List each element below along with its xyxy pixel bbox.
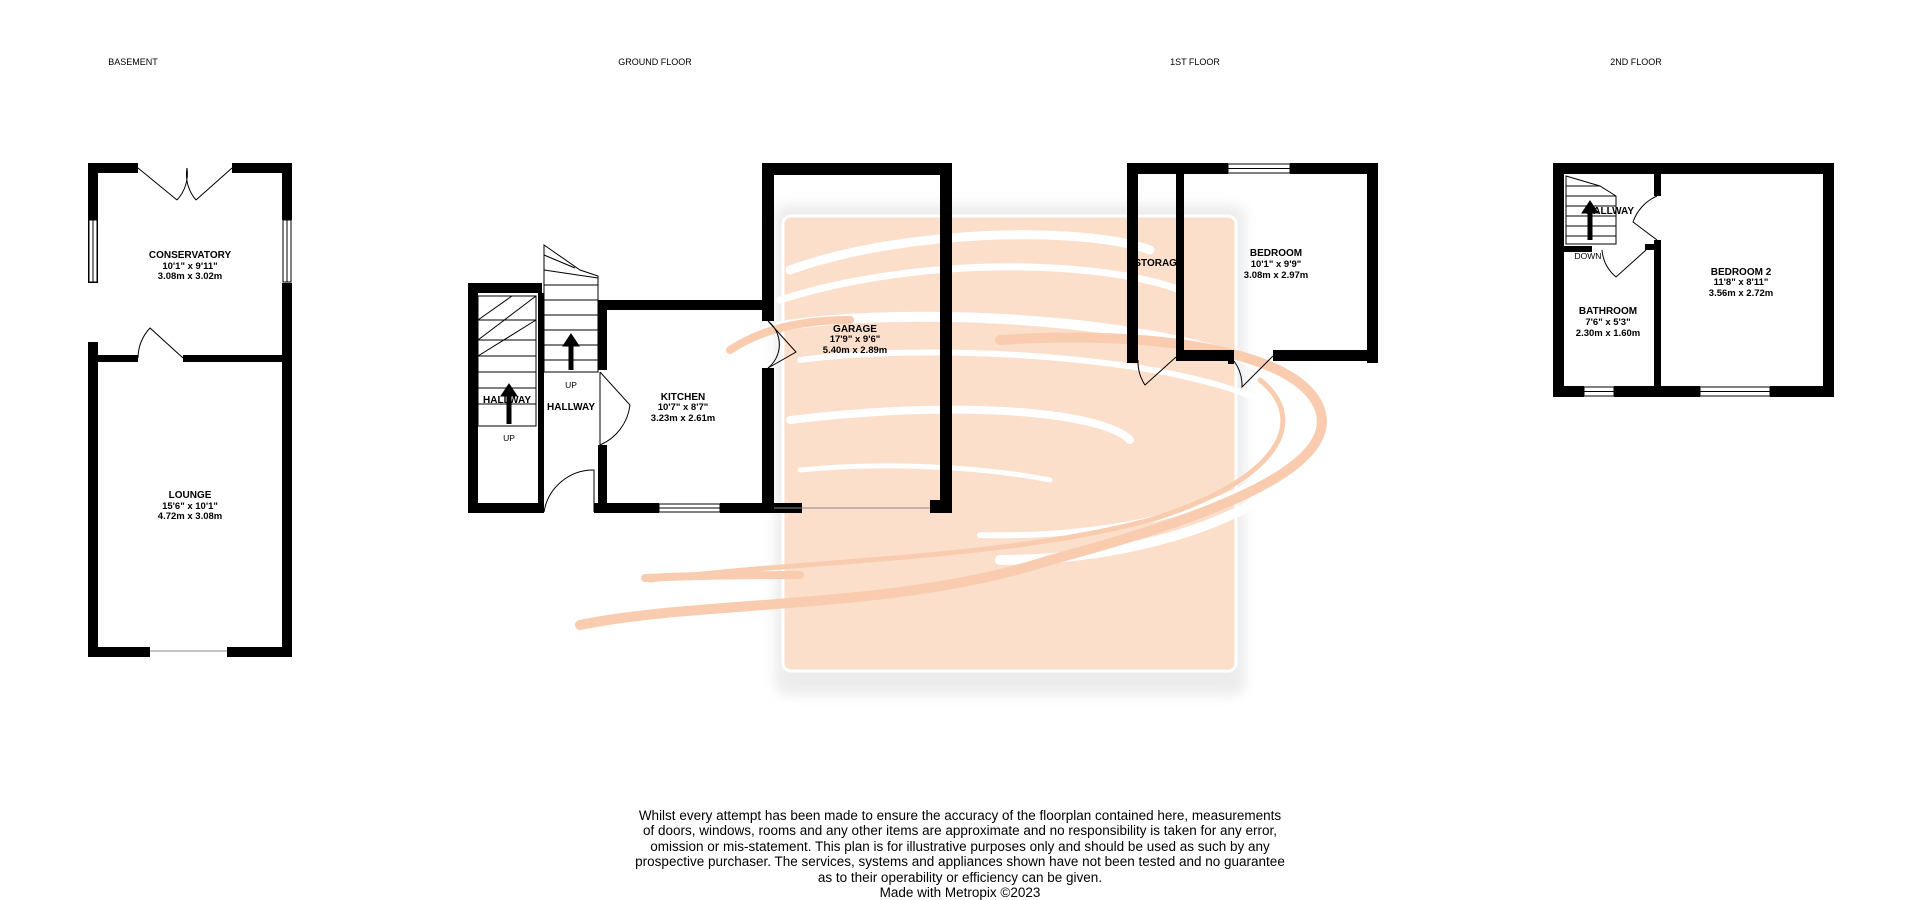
door [600, 372, 630, 445]
wall [940, 163, 952, 513]
wall [538, 293, 544, 503]
room-dim-imperial-kitchen: 10'7" x 8'7" [657, 402, 709, 413]
room-name-hallway-ground: HALLWAY [547, 402, 595, 413]
wall [1367, 163, 1378, 363]
wall [1127, 163, 1228, 174]
disclaimer-line: as to their operability or efficiency can be given. [817, 869, 1103, 885]
wall [282, 283, 292, 657]
wall [1645, 244, 1657, 250]
disclaimer-line: prospective purchaser. The services, systems and appliances shown have not been tested and no guarantee [635, 854, 1285, 870]
wall [598, 445, 607, 513]
wall [762, 163, 774, 321]
room-name-bedroom-2: BEDROOM 2 [1710, 267, 1772, 278]
wall [1290, 163, 1377, 174]
wall [183, 355, 287, 362]
room-name-hallway-stair: HALLWAY [483, 395, 531, 406]
floor-title-basement: BASEMENT [108, 57, 158, 67]
wall [598, 300, 607, 370]
room-name-bedroom: BEDROOM [1249, 248, 1303, 259]
floor-title-ground: GROUND FLOOR [618, 57, 692, 67]
room-dim-metric-garage: 5.40m x 2.89m [822, 345, 888, 356]
wall [468, 283, 478, 513]
door [138, 328, 183, 358]
wall [282, 163, 292, 220]
disclaimer-line: of doors, windows, rooms and any other items are approximate and no responsibility is taken for any error, [642, 823, 1278, 839]
wall [1176, 350, 1232, 361]
room-dim-imperial-conservatory: 10'1" x 9'11" [162, 261, 218, 272]
wall [468, 503, 544, 513]
wall [1553, 386, 1584, 397]
front-door [544, 470, 594, 512]
room-dim-imperial-garage: 17'9" x 9'6" [829, 334, 881, 345]
wall [1273, 350, 1377, 361]
room-name-garage: GARAGE [833, 324, 877, 335]
wall [1228, 350, 1234, 364]
basement-openings [89, 168, 291, 651]
room-name-storage: STORAGE [1134, 258, 1184, 269]
wall [594, 503, 659, 513]
wall [88, 647, 150, 657]
room-dim-metric-bedroom: 3.08m x 2.97m [1243, 270, 1309, 281]
room-name-lounge: LOUNGE [168, 490, 212, 501]
door [1633, 196, 1657, 240]
wall [598, 300, 768, 310]
floor-title-second: 2ND FLOOR [1610, 57, 1662, 67]
wall [1654, 174, 1661, 196]
wall [1553, 163, 1564, 397]
room-dim-imperial-bedroom: 10'1" x 9'9" [1250, 259, 1302, 270]
wall [88, 342, 98, 657]
wall [1654, 240, 1661, 390]
credit-line: Made with Metropix ©2023 [879, 885, 1041, 900]
wall [930, 500, 952, 513]
room-dim-metric-bathroom: 2.30m x 1.60m [1575, 328, 1641, 339]
room-dim-metric-conservatory: 3.08m x 3.02m [157, 271, 223, 282]
door [1602, 250, 1646, 277]
room-dim-imperial-bedroom-2: 11'8" x 8'11" [1713, 277, 1769, 288]
wall [1553, 163, 1834, 174]
stair-label-down-second: DOWN [1574, 251, 1602, 261]
room-name-hallway-second: HALLWAY [1586, 206, 1634, 217]
wall [1770, 386, 1834, 397]
wall [227, 647, 292, 657]
wall [1823, 163, 1834, 397]
room-dim-metric-bedroom-2: 3.56m x 2.72m [1708, 288, 1774, 299]
wall [762, 368, 774, 513]
room-dim-imperial-lounge: 15'6" x 10'1" [162, 501, 218, 512]
room-dim-imperial-bathroom: 7'6" x 5'3" [1585, 317, 1631, 328]
stair-label-up-ground: UP [565, 380, 577, 390]
french-doors [138, 168, 232, 200]
stair-basement-up [478, 296, 536, 426]
room-name-bathroom: BATHROOM [1578, 306, 1638, 317]
wall [762, 163, 952, 175]
room-name-kitchen: KITCHEN [660, 392, 706, 403]
stair-ground-up [544, 245, 598, 372]
wall [468, 283, 542, 293]
room-dim-metric-lounge: 4.72m x 3.08m [157, 511, 223, 522]
room-name-conservatory: CONSERVATORY [148, 250, 232, 261]
wall [88, 355, 138, 362]
stair-label-up-basement: UP [503, 433, 515, 443]
basement-plan [88, 163, 292, 657]
disclaimer-line: Whilst every attempt has been made to ensure the accuracy of the floorplan contained here, measurements [638, 808, 1282, 823]
room-dim-metric-kitchen: 3.23m x 2.61m [650, 413, 716, 424]
floor-title-first: 1ST FLOOR [1170, 57, 1220, 67]
disclaimer-line: omission or mis-statement. This plan is for illustrative purposes only and should be used as such by any [650, 838, 1270, 854]
disclaimer [560, 808, 1360, 900]
